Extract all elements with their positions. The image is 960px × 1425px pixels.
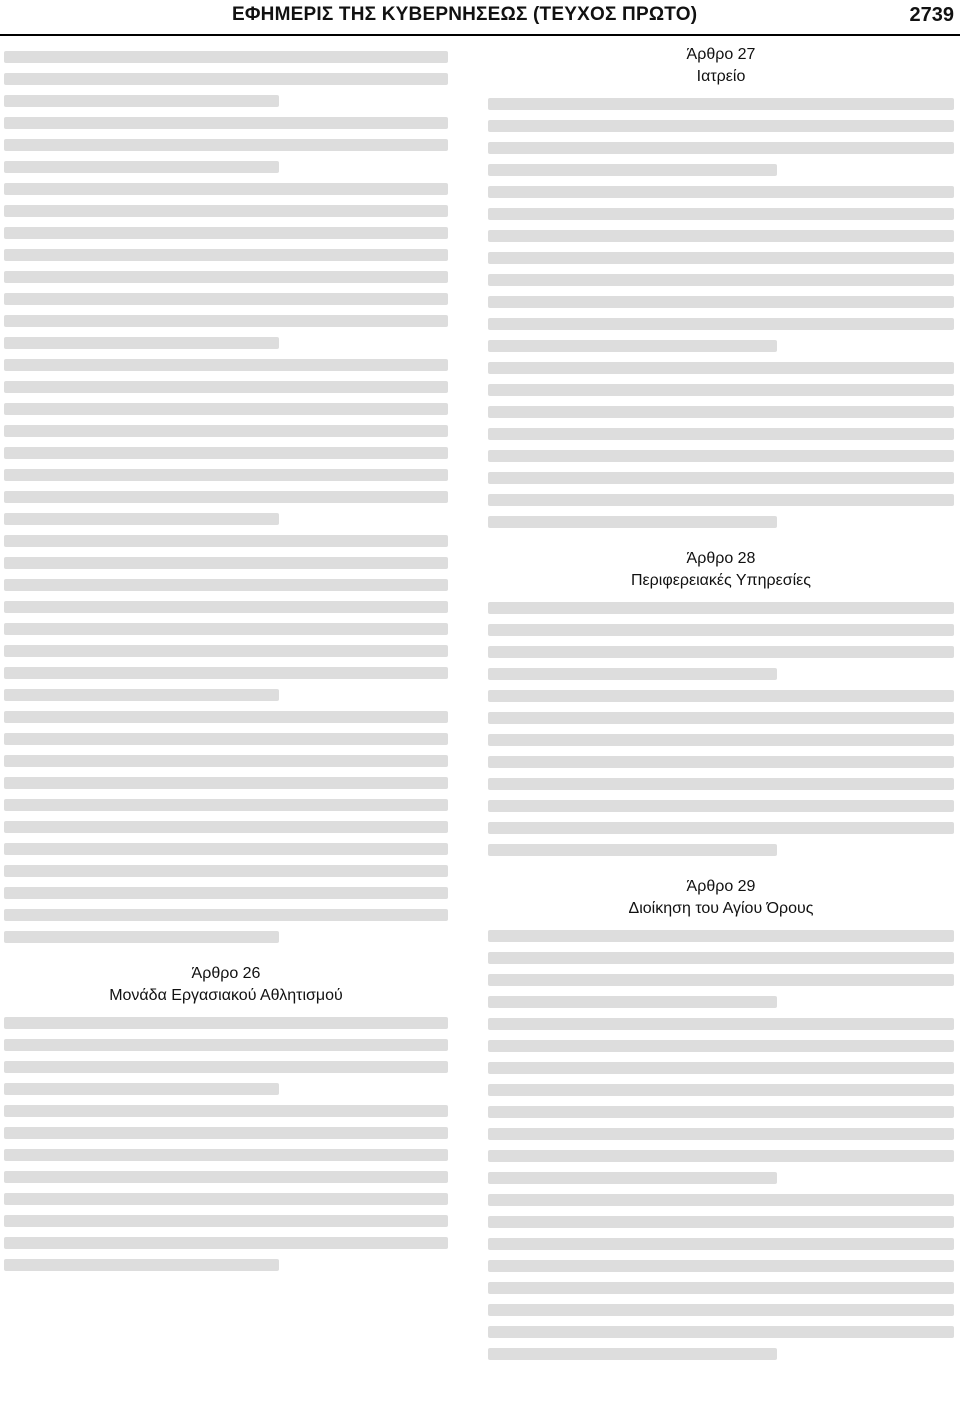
publication-title: ΕΦΗΜΕΡΙΣ ΤΗΣ ΚΥΒΕΡΝΗΣΕΩΣ (ΤΕΥΧΟΣ ΠΡΩΤΟ) <box>232 4 698 25</box>
page-number: 2739 <box>909 4 954 26</box>
article-29-subtitle: Διοίκηση του Αγίου Όρους <box>628 900 814 917</box>
article-27-title: Άρθρο 27 <box>686 46 756 63</box>
article-28-heading <box>488 548 954 592</box>
article-28-subtitle: Περιφερειακές Υπηρεσίες <box>630 572 811 589</box>
article-27-heading <box>488 44 954 88</box>
right-column <box>488 42 954 1370</box>
left-column <box>4 42 448 1281</box>
article-29-title: Άρθρο 29 <box>686 878 756 895</box>
article-26-subtitle: Μονάδα Εργασιακού Αθλητισμού <box>109 987 343 1004</box>
page-header <box>0 0 960 36</box>
article-26-heading <box>4 963 448 1007</box>
article-29-heading <box>488 876 954 920</box>
article-27-subtitle: Ιατρείο <box>696 68 746 85</box>
article-26-title: Άρθρο 26 <box>191 965 261 982</box>
article-28-title: Άρθρο 28 <box>686 550 756 567</box>
